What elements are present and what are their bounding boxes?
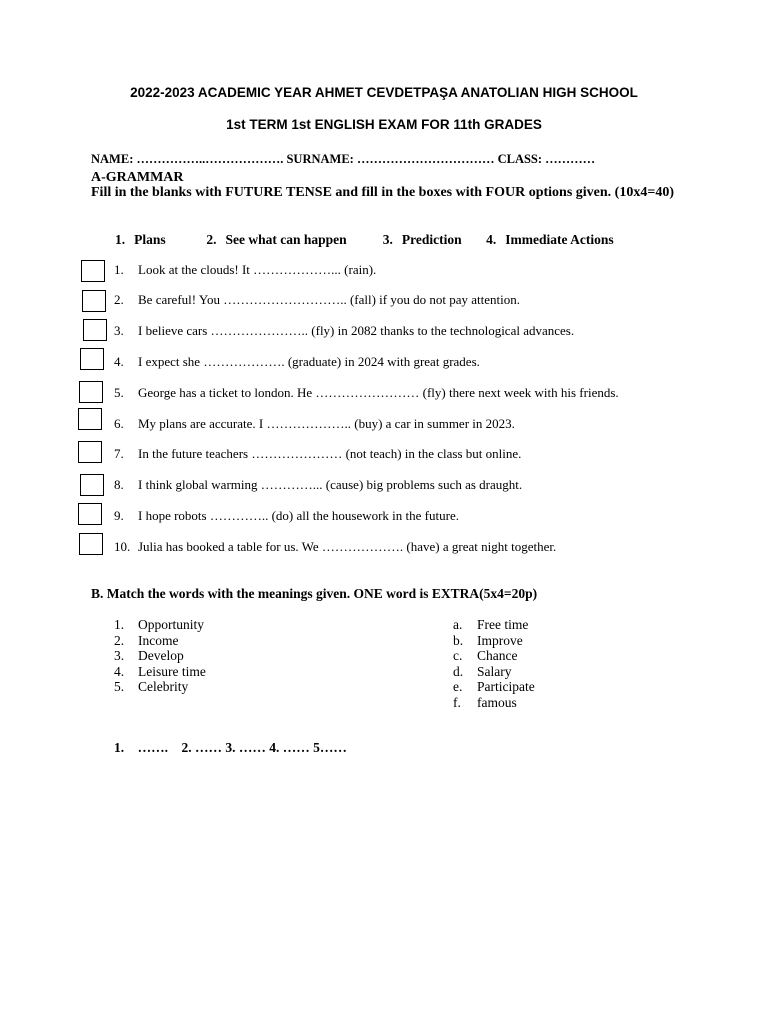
question-number: 5. [114, 385, 124, 400]
word-number: 3. [114, 648, 125, 663]
word-item [114, 664, 206, 680]
question-number: 1. [114, 262, 124, 277]
word-item [114, 679, 206, 695]
word-item [114, 648, 206, 664]
question-text: In the future teachers ………………… (not teach) in the class but online. [138, 446, 522, 461]
option-label: Plans [134, 232, 166, 247]
question-text: My plans are accurate. I ……………….. (buy) a car in summer in 2023. [138, 416, 515, 431]
answer-box[interactable] [80, 348, 104, 370]
word-item [114, 633, 206, 649]
question-text: Julia has booked a table for us. We ………………. (have) a great night together. [138, 539, 557, 554]
answer-box[interactable] [78, 503, 102, 525]
answer-box[interactable] [78, 408, 102, 430]
meaning-item [453, 679, 535, 695]
meanings-list [453, 617, 535, 710]
question-text: Be careful! You ……………………….. (fall) if you do not pay attention. [138, 292, 520, 307]
word-number: 4. [114, 663, 125, 679]
meaning-text: Salary [477, 663, 512, 679]
question-text: I hope robots ………….. (do) all the housework in the future. [138, 508, 459, 523]
meaning-text: Participate [477, 679, 535, 694]
word-number: 2. [114, 632, 125, 648]
answer-box[interactable] [81, 260, 105, 282]
option-label: See what can happen [225, 232, 347, 247]
section-b-heading: B. Match the words with the meanings given. ONE word is EXTRA(5x4=20p) [91, 586, 538, 601]
meaning-text: Free time [477, 617, 529, 632]
school-title: 2022-2023 ACADEMIC YEAR AHMET CEVDETPAŞA ANATOLIAN HIGH SCHOOL [130, 85, 638, 100]
question-item [114, 416, 515, 432]
question-number: 6. [114, 416, 124, 431]
option-item [206, 232, 379, 248]
option-label: Immediate Actions [505, 232, 614, 247]
meaning-item [453, 617, 535, 633]
answer-box[interactable] [79, 381, 103, 403]
question-number: 4. [114, 354, 124, 369]
question-text: George has a ticket to london. He …………………… (fly) there next week with his friends. [138, 385, 619, 400]
question-number: 7. [114, 446, 124, 461]
option-number: 3. [382, 232, 393, 247]
exam-title: 1st TERM 1st ENGLISH EXAM FOR 11th GRADES [226, 117, 542, 132]
option-number: 2. [206, 232, 217, 247]
meaning-letter: d. [453, 663, 464, 679]
answer-box[interactable] [82, 290, 106, 312]
question-text: I believe cars ………………….. (fly) in 2082 thanks to the technological advances. [138, 323, 575, 338]
meaning-text: famous [477, 694, 517, 710]
question-number: 9. [114, 508, 124, 523]
question-number: 3. [114, 323, 124, 338]
answer-box[interactable] [83, 319, 107, 341]
word-number: 1. [114, 617, 125, 632]
meaning-letter: e. [453, 679, 463, 694]
question-text: I expect she ………………. (graduate) in 2024 with great grades. [138, 354, 480, 369]
meaning-item [453, 648, 535, 664]
option-number: 4. [486, 232, 497, 247]
option-item [115, 232, 203, 248]
word-item [114, 617, 206, 633]
meaning-letter: c. [453, 648, 463, 663]
meaning-text: Chance [477, 648, 518, 663]
question-item [114, 262, 376, 278]
answer-box[interactable] [79, 533, 103, 555]
question-item [114, 323, 574, 339]
meaning-letter: a. [453, 617, 463, 632]
word-text: Opportunity [138, 617, 204, 632]
word-text: Income [138, 632, 179, 648]
meaning-item [453, 664, 535, 680]
meaning-letter: b. [453, 632, 464, 648]
answer-box[interactable] [80, 474, 104, 496]
question-item [114, 508, 459, 524]
word-text: Celebrity [138, 679, 189, 694]
meaning-text: Improve [477, 632, 523, 648]
question-number: 8. [114, 477, 124, 492]
word-text: Develop [138, 648, 184, 663]
question-text: Look at the clouds! It ………………... (rain). [138, 262, 377, 277]
option-item [383, 232, 483, 248]
section-a-heading: A-GRAMMAR [91, 170, 184, 185]
meaning-item [453, 695, 535, 711]
options-list [115, 232, 614, 248]
question-item [114, 539, 556, 555]
question-item [114, 446, 521, 462]
student-info-line: NAME: ……………..………………. SURNAME: …………………………… CLASS: ………… [91, 152, 596, 166]
question-text: I think global warming …………... (cause) big problems such as draught. [138, 477, 523, 492]
question-number: 10. [114, 539, 131, 554]
words-list [114, 617, 206, 695]
meaning-item [453, 633, 535, 649]
question-item [114, 385, 619, 401]
question-number: 2. [114, 292, 124, 307]
word-number: 5. [114, 679, 125, 694]
question-item [114, 292, 520, 308]
word-text: Leisure time [138, 663, 206, 679]
meaning-letter: f. [453, 694, 461, 710]
answer-box[interactable] [78, 441, 102, 463]
section-a-instruction: Fill in the blanks with FUTURE TENSE and fill in the boxes with FOUR options given. (10x4=40) [91, 185, 674, 200]
question-item [114, 477, 522, 493]
option-number: 1. [115, 232, 126, 247]
option-label: Prediction [401, 232, 462, 247]
question-item [114, 354, 480, 370]
option-item [486, 232, 614, 248]
matching-answer-line: 1. ……. 2. …… 3. …… 4. …… 5…… [114, 740, 347, 755]
